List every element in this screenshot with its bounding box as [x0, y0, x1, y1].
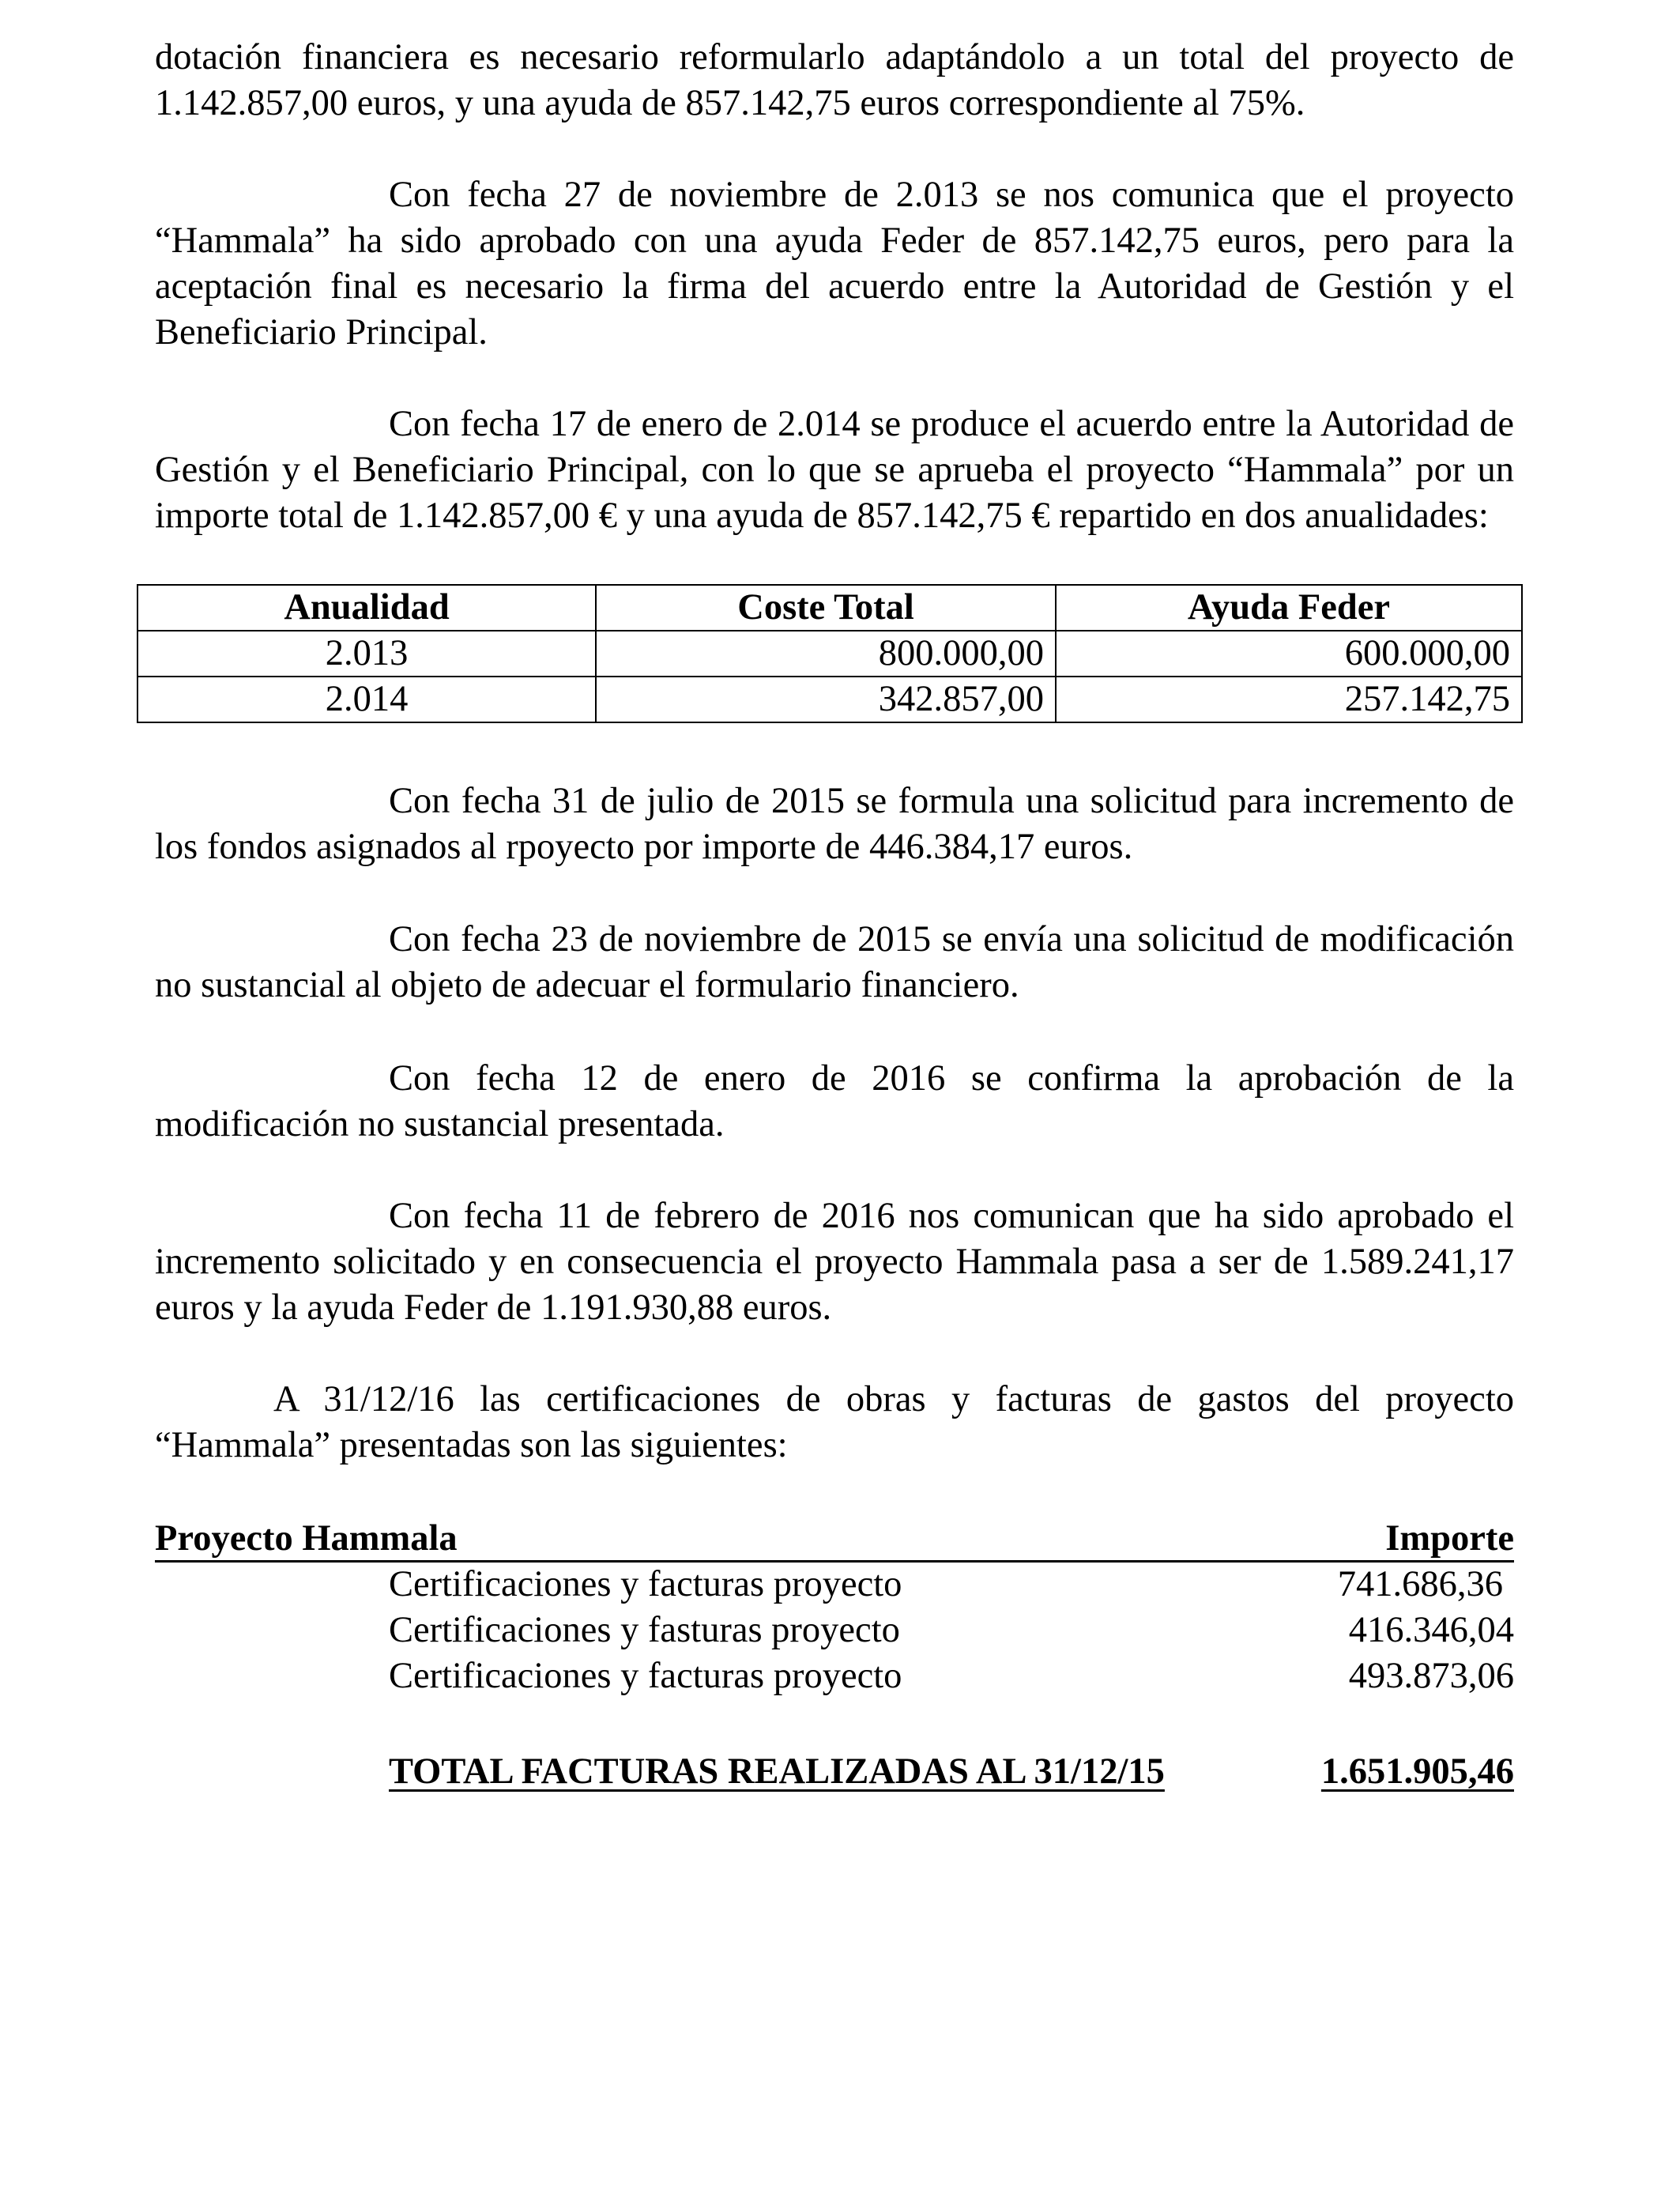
item-amount: 416.346,04 [1348, 1610, 1514, 1650]
item-label: Certificaciones y facturas proyecto [389, 1656, 902, 1696]
header-ayuda-feder: Ayuda Feder [1056, 585, 1522, 631]
table-header-row [137, 585, 1522, 631]
paragraph-request-jul-2015: Con fecha 31 de julio de 2015 se formula una solicitud para incremento de los fondos asignados al rpoyecto por importe de 446.384,17 euros. [155, 781, 1514, 867]
total-label: TOTAL FACTURAS REALIZADAS AL 31/12/15 [389, 1751, 1165, 1792]
item-amount: 493.873,06 [1348, 1656, 1514, 1696]
paragraph-approval-nov-2013: Con fecha 27 de noviembre de 2.013 se nos comunica que el proyecto “Hammala” ha sido aprobado con una ayuda Feder de 857.142,75 euros, pero para la aceptación final es necesario la firma del acuerdo entre la Autoridad de Gestión y el Beneficiario Principal. [155, 175, 1514, 352]
cell-total-cost: 800.000,00 [596, 631, 1056, 677]
cell-feder-aid: 257.142,75 [1056, 677, 1522, 722]
list-item [389, 1608, 1514, 1653]
paragraph-certifications-intro: A 31/12/16 las certificaciones de obras y facturas de gastos del proyecto “Hammala” presentadas son las siguientes: [155, 1379, 1514, 1465]
header-anualidad: Anualidad [137, 585, 596, 631]
paragraph-modification-nov-2015: Con fecha 23 de noviembre de 2015 se envía una solicitud de modificación no sustancial al objeto de adecuar el formulario financiero. [155, 919, 1514, 1005]
table-row [137, 677, 1522, 722]
annual-funding-table [137, 584, 1523, 723]
list-item [389, 1653, 1514, 1699]
header-coste-total: Coste Total [596, 585, 1056, 631]
item-amount: 741.686,36 [1337, 1564, 1503, 1604]
paragraph-agreement-jan-2014: Con fecha 17 de enero de 2.014 se produce el acuerdo entre la Autoridad de Gestión y el Beneficiario Principal, con lo que se aprueba el proyecto “Hammala” por un importe total de 1.142.857,00 € y una ayuda de 857.142,75 € repartido en dos anualidades: [155, 404, 1514, 536]
paragraph-financing: dotación financiera es necesario reformularlo adaptándolo a un total del proyecto de 1.142.857,00 euros, y una ayuda de 857.142,75 euros correspondiente al 75%. [155, 37, 1514, 123]
cell-year: 2.014 [137, 677, 596, 722]
list-item [389, 1562, 1514, 1608]
cell-feder-aid: 600.000,00 [1056, 631, 1522, 677]
paragraph-confirmation-jan-2016: Con fecha 12 de enero de 2016 se confirma la aprobación de la modificación no sustancial presentada. [155, 1058, 1514, 1144]
total-amount: 1.651.905,46 [1320, 1751, 1514, 1792]
table-row [137, 631, 1522, 677]
item-label: Certificaciones y facturas proyecto [389, 1564, 902, 1604]
paragraph-increase-feb-2016: Con fecha 11 de febrero de 2016 nos comunican que ha sido aprobado el incremento solicitado y en consecuencia el proyecto Hammala pasa a ser de 1.589.241,17 euros y la ayuda Feder de 1.191.930,88 euros. [155, 1196, 1514, 1328]
project-title: Proyecto Hammala [155, 1518, 458, 1559]
cell-total-cost: 342.857,00 [596, 677, 1056, 722]
project-list-header [155, 1516, 1514, 1563]
cell-year: 2.013 [137, 631, 596, 677]
amount-header: Importe [1385, 1518, 1514, 1559]
item-label: Certificaciones y fasturas proyecto [389, 1610, 900, 1650]
total-row [389, 1749, 1514, 1795]
